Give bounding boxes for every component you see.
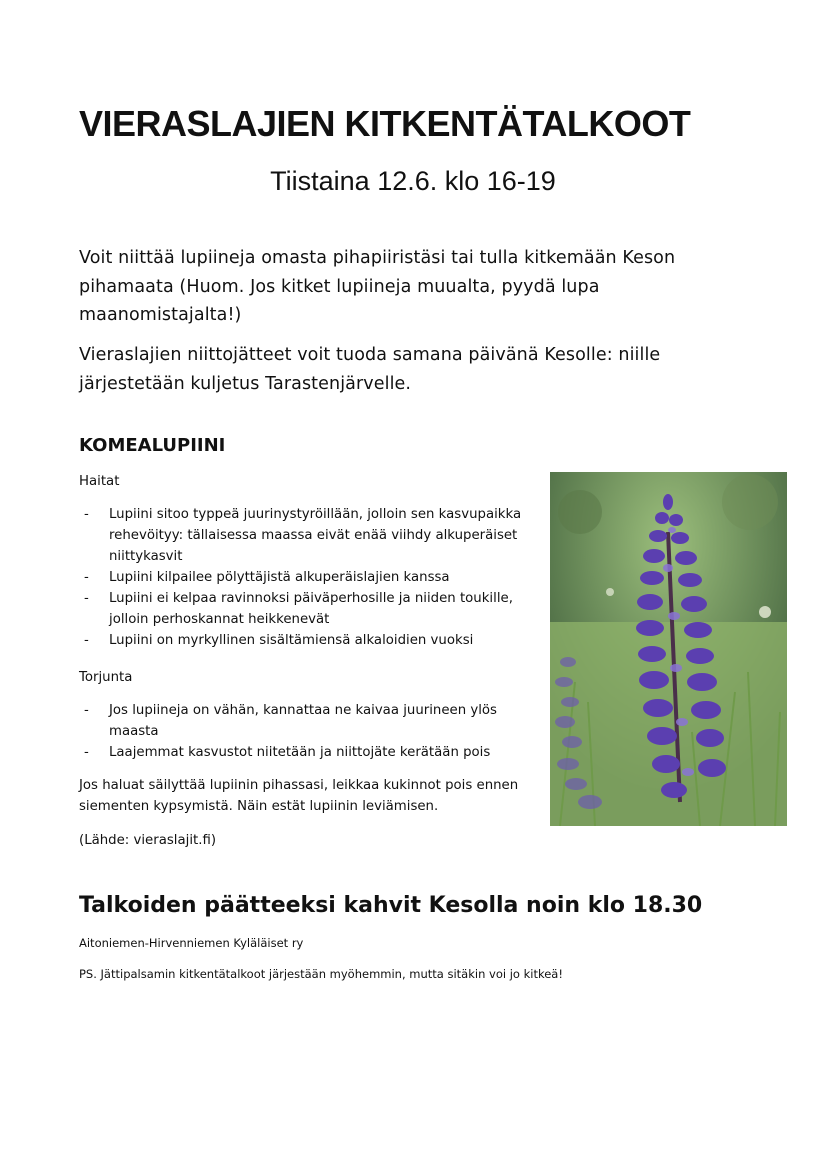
source-text: (Lähde: vieraslajit.fi) [79, 833, 217, 848]
list-item: - Lupiini on myrkyllinen sisältämiensä alkaloidien vuoksi [79, 630, 539, 651]
list-item: - Laajemmat kasvustot niitetään ja niittojäte kerätään pois [79, 742, 539, 763]
torjunta-list [79, 700, 539, 763]
list-item: - Lupiini sitoo typpeä juurinystyröillään, jolloin sen kasvupaikka rehevöityy: tällaisessa maassa eivät enää viihdy alkuperäiset niittykasvit [79, 504, 539, 567]
advice-paragraph: Jos haluat säilyttää lupiinin pihassasi, leikkaa kukinnot pois ennen siementen kypsymistä. Näin estät lupiinin leviämisen. [79, 778, 519, 814]
document-title: VIERASLAJIEN KITKENTÄTALKOOT [79, 103, 691, 144]
lupine-photo-illustration [550, 472, 787, 826]
event-date-subtitle [0, 162, 826, 200]
list-item: - Lupiini kilpailee pölyttäjistä alkuperäislajien kanssa [79, 567, 539, 588]
organizer-text: Aitoniemen-Hirvenniemen Kyläläiset ry [79, 936, 304, 950]
torjunta-label: Torjunta [79, 670, 133, 685]
list-item: - Jos lupiineja on vähän, kannattaa ne kaivaa juurineen ylös maasta [79, 700, 539, 742]
haitat-list [79, 504, 539, 651]
section-heading: KOMEALUPIINI [79, 435, 226, 456]
ps-text: PS. Jättipalsamin kitkentätalkoot järjestään myöhemmin, mutta sitäkin voi jo kitkeä! [79, 967, 563, 981]
intro-paragraph-1: Voit niittää lupiineja omasta pihapiiristäsi tai tulla kitkemään Keson pihamaata (Huom. Jos kitket lupiineja muualta, pyydä lupa maanomistajalta!) [79, 248, 676, 325]
closing-heading: Talkoiden päätteeksi kahvit Kesolla noin klo 18.30 [79, 893, 703, 918]
haitat-label: Haitat [79, 474, 120, 489]
lupine-photo [550, 472, 787, 826]
event-date-text: Tiistaina 12.6. klo 16-19 [270, 166, 556, 196]
intro-paragraph-2: Vieraslajien niittojätteet voit tuoda samana päivänä Kesolle: niille järjestetään kuljetus Tarastenjärvelle. [79, 345, 661, 394]
list-item: - Lupiini ei kelpaa ravinnoksi päiväperhosille ja niiden toukille, jolloin perhoskannat heikkenevät [79, 588, 539, 630]
